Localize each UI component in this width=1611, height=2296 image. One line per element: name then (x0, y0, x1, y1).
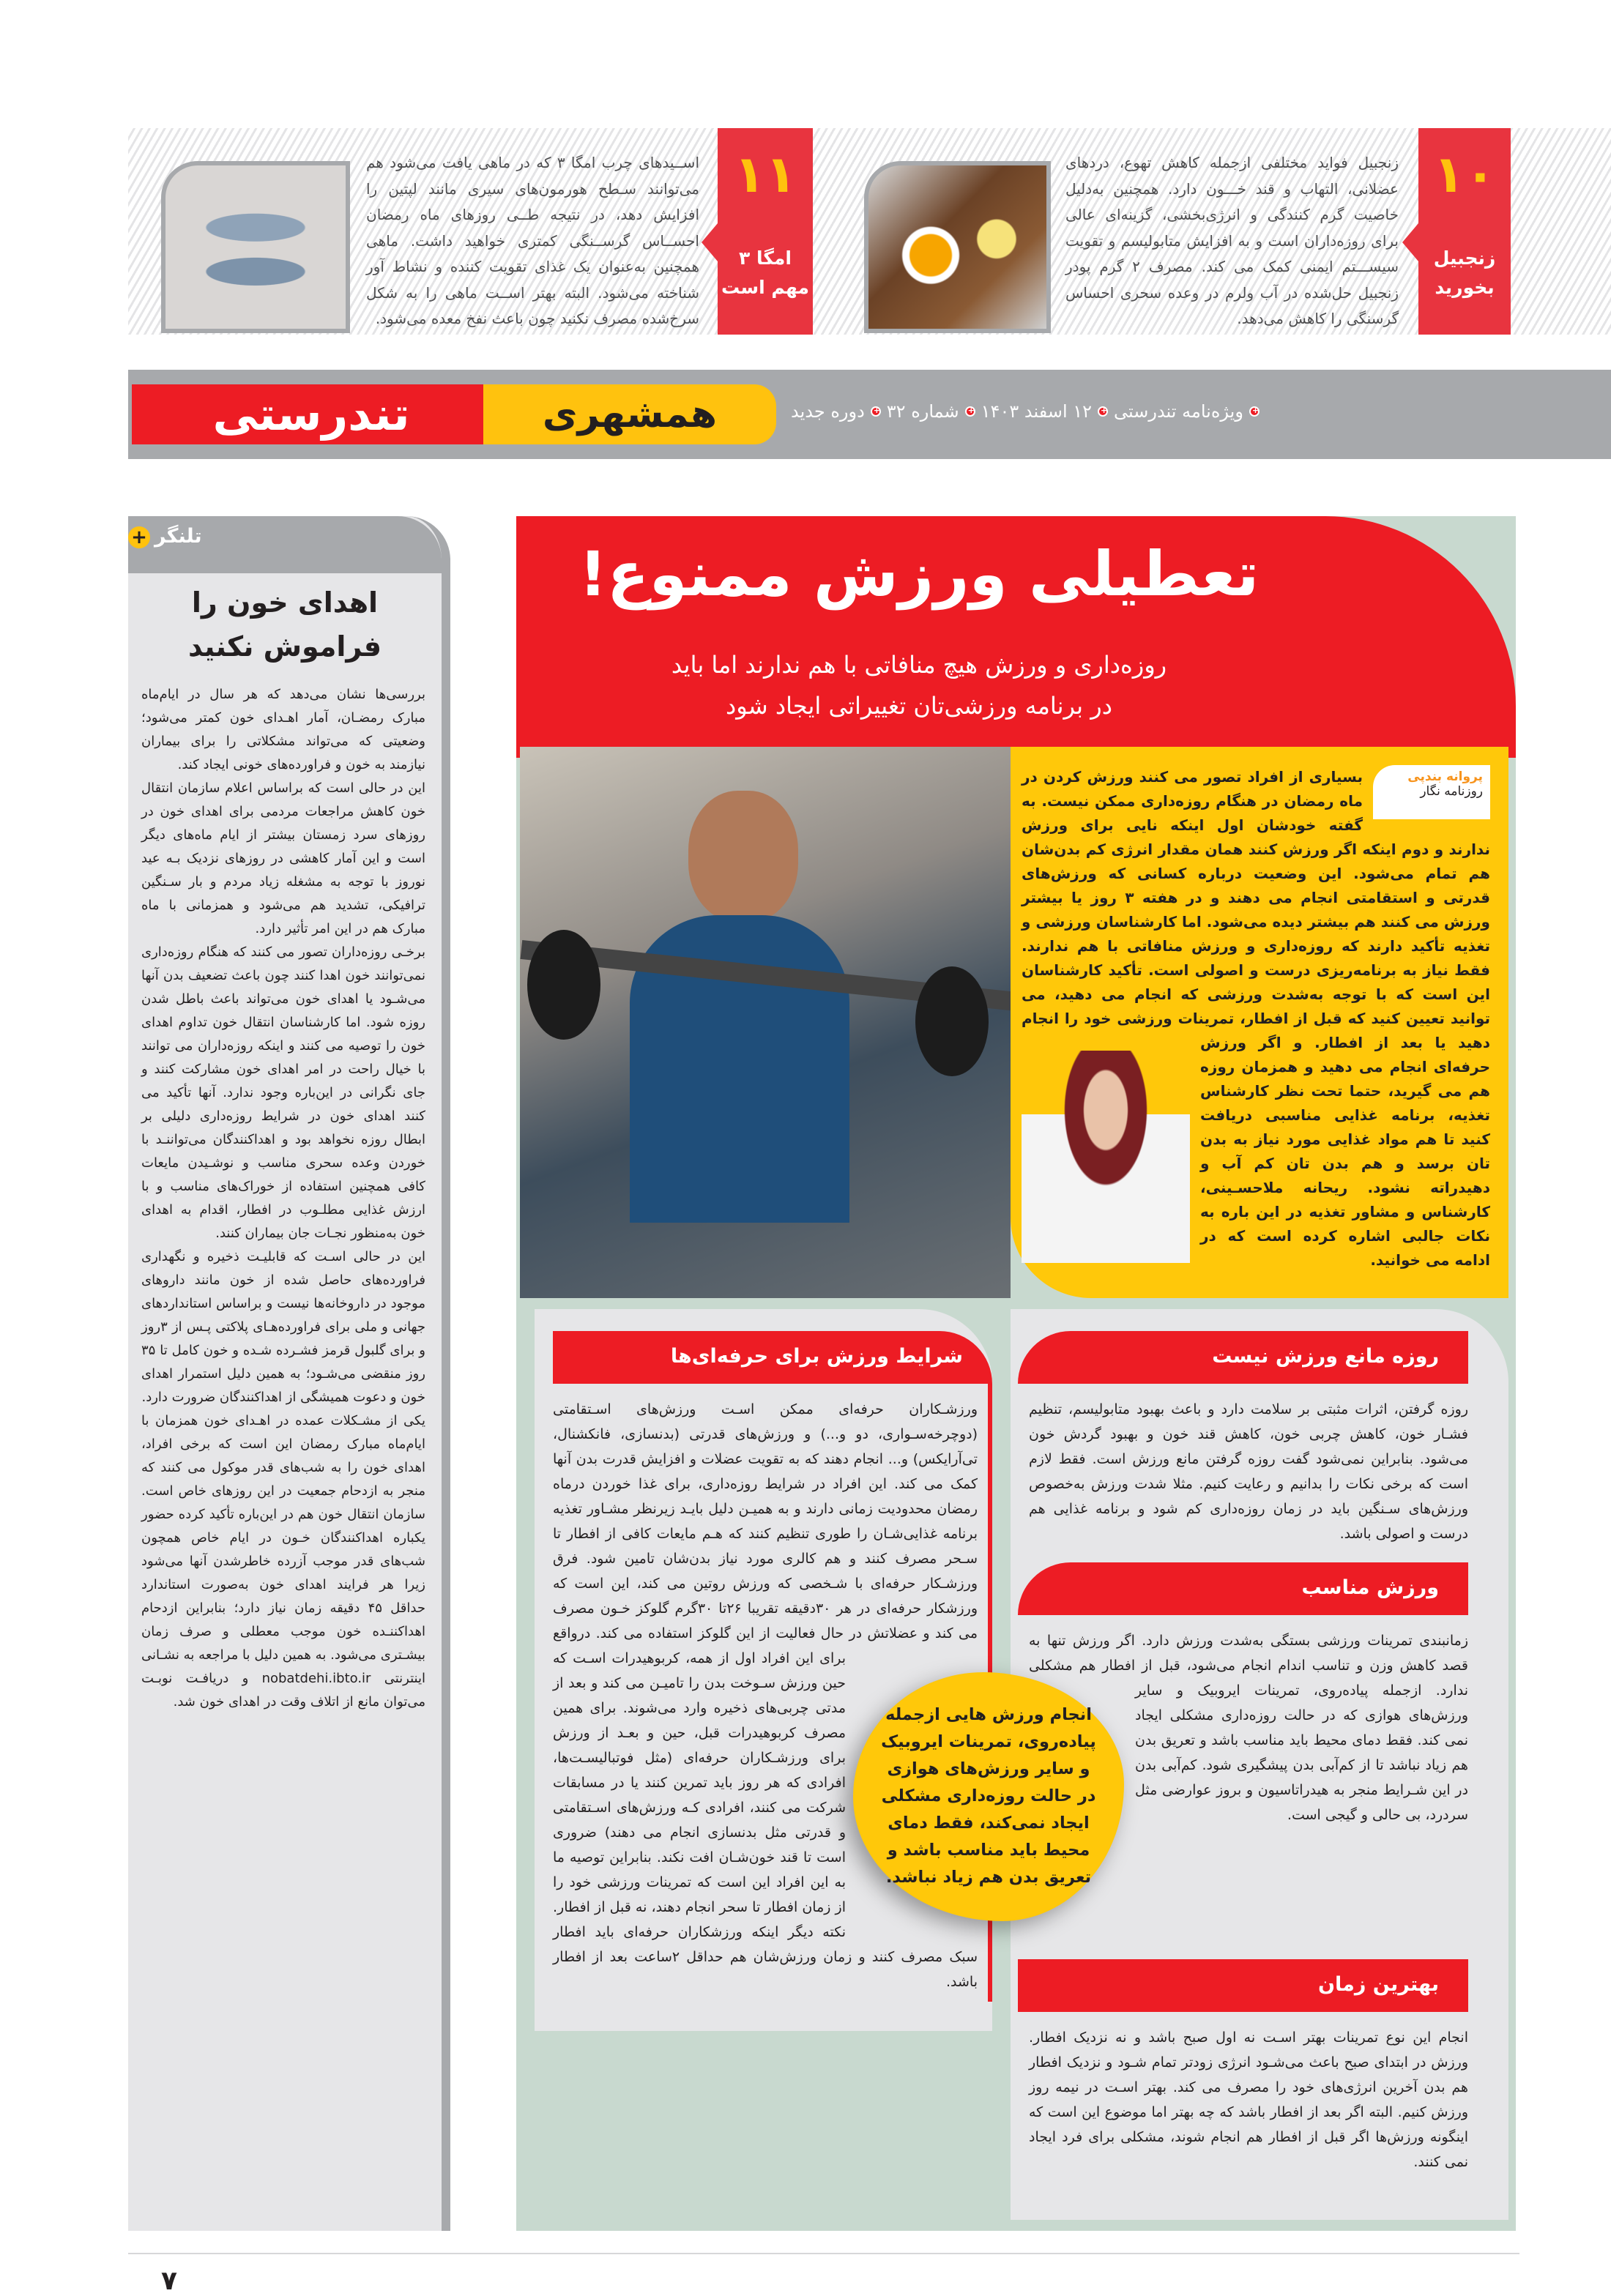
kicker-text: تلنگر (155, 525, 202, 548)
section-body (1018, 1384, 1468, 1562)
title-line: اهدای خون را (191, 586, 379, 619)
tip-label: زنجبیل (1433, 247, 1496, 269)
tip-10-text: زنجبیل فواید مختلفی ازجمله کاهش تهوع، دردهای عضلانی، التهاب و قند خـــون دارد. همچنین به‌دلیل خاصیت گرم کنندگی و انرژی‌بخشی، گزینه‌ای عالی برای روزه‌داران است و به افزایش متابولیسم و تقویت سیســـتم ایمنی کمک می کند. مصرف ۲ گرم پودر زنجبیل حل‌شده در آب ولرم در وعده سحری احساس گرسنگی را کاهش می‌دهد. (1065, 154, 1399, 327)
section-text: انجام این نوع تمرینات بهتر اسـت نه اول صبح باشد و نه نزدیک افطار. ورزش در ابتدای صبح باعث می‌شـود انرژی زودتر تمام شـود و نزدیک افطار هم بدن آخرین انرژی‌های خود را مصرف می کند. بهتر اسـت در نیمه روز ورزش کنیم. البته اگر بعد از افطار باشد که چه بهتر اما موضوع این است که اینگونه ورزش‌ها اگر قبل از افطار هم انجام شوند، مشکلی برای فرد ایجاد نمی کنند. (1029, 2029, 1468, 2170)
logo-tandorosti: تندرستی (132, 384, 491, 444)
issue-item: ویژه‌نامه تندرستی (1114, 401, 1243, 422)
sidebar-title (128, 573, 442, 683)
gym-photo (520, 747, 1011, 1298)
footer-rule (128, 2253, 1519, 2254)
sidebar-paragraph: این در حالی اسـت که قابلیـت ذخیره و نگهداری فراورده‌های حاصل شده از خون مانند داروهای موجود در داروخانه‌ها نیست و براساس استانداردهای جهانی و ملی برای فراورده‌هـای پلاکتی پـس از ۳روز و برای گلبول قرمز فشـرده شـده و خون کامل تا ۳۵ روز منقضی می‌شـود؛ به همین دلیل استمرار اهدای خون و دعوت همیشگی از اهداکنندگان ضرورت دارد. (141, 1249, 425, 1405)
sidebar-paragraph: این در حالی است که براساس اعلام سازمان انتقال خون کاهش مراجعات مردمی برای اهدای خون در روزهای سرد زمستان بیشتر از ایام ماه‌های دیگر است و این آمار کاهشی در روزهای نزدیک بـه عید نوروز با توجه به مشغله زیاد مردم و بار سـنگین ترافیکی، تشدید هم می‌شود و همزمانی با ماه مبارک هم در این امر تأثیر دارد. (141, 780, 425, 936)
right-column (1011, 747, 1508, 2220)
plus-icon: + (128, 526, 150, 548)
bullet-icon (871, 406, 881, 417)
tip-label: بخورید (1435, 277, 1495, 298)
tip-label: مهم است (721, 277, 809, 298)
author-name: پروانه بندپی (1407, 769, 1483, 784)
section-heading: ورزش مناسب (1018, 1562, 1468, 1615)
bullet-icon (1098, 406, 1108, 417)
author-role: روزنامه نگار (1420, 784, 1483, 799)
tip-11-text: اســیدهای چرب امگا ۳ که در ماهی یافت می‌شود هم می‌توانند سـطح هورمون‌های سیری مانند لپتین را افزایش دهد، در نتیجه طــی روزهای ماه رمضان احســاس گرســنگی کمتری خواهید داشت. ماهی همچنین به‌عنوان یک غذای تقویت کننده و نشاط آور شناخته می‌شود. البته بهتر اســت ماهی را به شکل سرخ‌شده مصرف نکنید چون باعث نفخ معده می‌شود. (366, 154, 699, 327)
logo-hamshahri: همشهری (483, 384, 776, 444)
section-body (1018, 2012, 1468, 2191)
section-text: زمانبندی تمرینات ورزشی بستگی به‌شدت ورزش دارد. اگر ورزش تنها به قصد کاهش وزن و تناسب اندام انجام می‌شود، قبل از افطار هم مشکلی ندارد. ازجمله پیاده‌روی، تمرینات ایروبیک و سایر ورزش‌های هوازی که در حالت روزه‌داری مشکلی ایجاد نمی کند. فقط دمای محیط باید مناسب باشد و تعریق بدن هم زیاد نباشد تا از کم‌آبی بدن پیشگیری شود. کم‌آبی بدن در این شـرایط منجر به هیدراتاسیون و بروز عوارضی مثل سردرد، بی حالی و گیجی است. (1029, 1633, 1468, 1823)
issue-item: شماره ۳۲ (886, 401, 959, 422)
section-text: روزه گرفتن، اثرات مثبتی بر سلامت دارد و باعث بهبود متابولیسم، تنظیم فشـار خون، کاهش چربی خون، کاهش قند خون و بهبود گردش خون می‌شود. بنابراین نمی‌شود گفت روزه گرفتن مانع ورزش است. فقط لازم است که برخی نکات را بدانیم و رعایت کنیم. مثلا شدت ورزش به‌خصوص ورزش‌های سـنگین باید در زمان روزه‌داری کم شود و برنامه غذایی هم درست و اصولی باشد. (1029, 1401, 1468, 1542)
weight-plate (915, 966, 989, 1076)
deck-line: روزه‌داری و ورزش هیچ منافاتی با هم ندارند اما باید (671, 651, 1167, 679)
tip-10-tab (1418, 128, 1511, 335)
article-lead: بسیاری از افراد تصور می کنند ورزش کردن در ماه رمضان در هنگام روزه‌داری ممکن نیست. به گفته خودشان اول اینکه نایی برای ورزش ندارند و دوم اینکه اگر ورزش کنند همان مقدار انرژی کم بدن‌شان هم تمام می‌شود. این وضعیت درباره کسانی که ورزش‌های قدرتی و استقامتی انجام می دهند و در هفته ۳ روز یا بیشتر ورزش می کنند هم بیشتر دیده می‌شود. اما کارشناسان ورزشی و تغذیه تأکید دارند که روزه‌داری و ورزش منافاتی با هم ندارند. فقط نیاز به برنامه‌ریزی درست و اصولی است. تأکید کارشناسان این است که با توجه به‌شدت ورزشی که انجام می دهید، می توانید تعیین کنید که قبل از افطار، تمرینات ورزشی خود را انجام دهید یا بعد از افطار. و اگر ورزش حرفه‌ای انجام می دهید و همزمان روزه هم می گیرید، حتما تحت نظر کارشناس تغذیه، برنامه غذایی مناسبی دریافت کنید تا هم مواد غذایی مورد نیاز به بدن تان برسد و هم بدن تان کم آب و دهیدراته نشود. ریحانه ملاحسـینی، کارشناس و مشاور تغذیه در این باره به نکات جالبی اشاره کرده است که در ادامه می خوانید. (1022, 768, 1490, 1269)
section-heading: شرایط ورزش برای حرفه‌ای‌ها (553, 1331, 992, 1384)
bullet-icon (1249, 406, 1260, 417)
ginger-photo (864, 161, 1051, 333)
tip-label: امگا ۳ (739, 247, 792, 269)
bullet-icon (965, 406, 975, 417)
weight-plate (527, 930, 600, 1040)
sidebar-paragraph: برخـی روزه‌داران تصور می کنند که هنگام روزه‌داری نمی‌توانند خون اهدا کنند چون باعث تضعیف بدن آنها می‌شـود یا اهدای خون می‌تواند باعث باطل شدن روزه شود. اما کارشناسان انتقال خون تداوم اهدای خون را توصیه می کنند و اینکه روزه‌داران می توانند با خیال راحت در امر اهدای خون مشارکت کنند و جای نگرانی در این‌باره وجود ندارد. آنها تأکید می کنند اهدای خون در شرایط روزه‌داری دلیلی بر ابطال روزه نخواهد بود و اهداکنندگان می‌تواننـد با خوردن وعده سحری مناسب و نوشـیدن مایعات کافی همچنین استفاده از خوراک‌های مناسب و با ارزش غذایی مطلـوب در افطار، اقدام به اهدای خون به‌منظور نجـات جان بیماران کنند. (141, 944, 425, 1241)
sidebar-paragraph: بررسی‌ها نشان می‌دهد که هر سال در ایام‌ماه مبارک رمضـان، آمار اهـدای خون کمتر می‌شود؛ وضعیتی که می‌تواند مشکلاتی را برای بیماران نیازمند به خون و فراورده‌های خونی ایجاد کند. (141, 687, 425, 772)
lead-box (1011, 747, 1508, 1298)
sidebar-body (128, 683, 442, 1736)
sidebar-kicker (128, 516, 442, 573)
page-number: ۷ (161, 2266, 177, 2296)
tip-number: ۱۱ (734, 144, 797, 204)
byline (1373, 765, 1490, 819)
issue-item: دوره جدید (791, 401, 865, 422)
deck-line: در برنامه ورزشی‌تان تغییراتی ایجاد شود (726, 692, 1112, 720)
sidebar-panel (128, 516, 450, 2231)
section-heading: بهترین زمان (1018, 1959, 1468, 2012)
section-text: ورزشـکاران حرفه‌ای ممکن اسـت ورزش‌های اسـتقامتی (دوچرخه‌سـواری، دو و...) و ورزش‌های قدرتی (بدنسازی، فانکشنال، تی‌آرایکس) و... انجام دهند که به تقویت عضلات و افزایش قدرت بدن آنها کمک می کند. این افراد در شرایط روزه‌داری، برای غذا خوردن درماه رمضان محدودیت زمانی دارند و به همیـن دلیل بایـد زیرنظر مشـاور تغذیه برنامه غذایی‌شـان را طوری تنظیم کنند که هـم مایعات کافی از افطار تا سـحر مصرف کنند و هم کالری مورد نیاز بدن‌شان تامین شود. فرق ورزشـکار حرفه‌ای با شـخصی که ورزش روتین می کند، این است که ورزشکار حرفه‌ای در هر ۳۰دقیقه تقریبا ۲۶تا ۳۰گرم گلوکز خـون مصرف می کند و عضلاتش در حال فعالیت از این گلوکز استفاده می کند. درواقع برای این افراد اول از همه، کربوهیدرات اسـت که حین ورزش سـوخت بدن را تامیـن می کند و بعد از مدتی چربی‌های ذخیره وارد می‌شوند. برای همین مصرف کربوهیدرات قبل، حین و بعـد از ورزش برای ورزشـکاران حرفه‌ای (مثل فوتبالیسـت‌ها، افرادی که هر روز باید تمرین کنند یا در مسابقات شرکت می کنند، افرادی کـه ورزش‌های اسـتقامتی و قدرتی مثل بدنسازی انجام می دهند) ضروری است تا قند خون‌شـان افت نکند. بنابراین توصیه ما به این افراد این است که تمرینات ورزشی خود را از زمان افطار تا سحر انجام دهند، نه قبل از افطار. نکته دیگر اینکه ورزشکاران حرفه‌ای باید افطار سبک مصرف کنند و زمان ورزش‌شان هم حداقل ۲ساعت بعد از افطار باشد. (553, 1401, 978, 1990)
pullquote: انجام ورزش هایی ازجمله پیاده‌روی، تمرینات ایروبیک و سایر ورزش‌های هوازی در حالت روزه‌داری مشکلی ایجاد نمی‌کند، فقط دمای محیط باید مناسب باشد و تعریق بدن هم زیاد نباشد. (853, 1672, 1124, 1921)
section-heading: روزه مانع ورزش نیست (1018, 1331, 1468, 1384)
article-title: تعطیلی ورزش ممنوع! (578, 538, 1260, 610)
fish-photo (161, 161, 350, 333)
title-line: فراموش نکنید (188, 630, 382, 663)
expert-portrait (1022, 1051, 1190, 1263)
tip-number: ۱۰ (1433, 144, 1496, 204)
middle-column (535, 1309, 992, 2031)
tip-11-tab (718, 128, 813, 335)
issue-item: ۱۲ اسفند ۱۴۰۳ (981, 401, 1093, 422)
sidebar-paragraph: یکی از مشـکلات عمده در اهـدای خون همزمان با ایام‌ماه مبارک رمضان این است که برخی افراد، اهدای خون را به شب‌های قدر موکول می کنند که منجر به ازدحام جمعیت در این روزهای خاص است. سازمان انتقال خون هم در این‌باره تأکید کرده حضور یکباره اهداکنندگان خـون در ایام خاص همچون شب‌های قدر موجب آزرده خاطرشدن آنها می‌شود زیرا هر فرایند اهدای خون به‌صورت استاندارد حداقل ۴۵ دقیقه زمان نیاز دارد؛ بنابراین ازدحام اهداکننـده خون موجب معطلی و صرف زمان بیشـتری می‌شود. به همین دلیل با مراجعه به نشـانی اینترنتی nobatdehi.ibto.ir و دریافـت نوبـت می‌توان مانع از اتلاف وقت در اهدای خون شد. (141, 1413, 425, 1710)
article-deck (516, 644, 1322, 726)
issue-info (791, 401, 1260, 422)
athlete-head (688, 791, 798, 922)
